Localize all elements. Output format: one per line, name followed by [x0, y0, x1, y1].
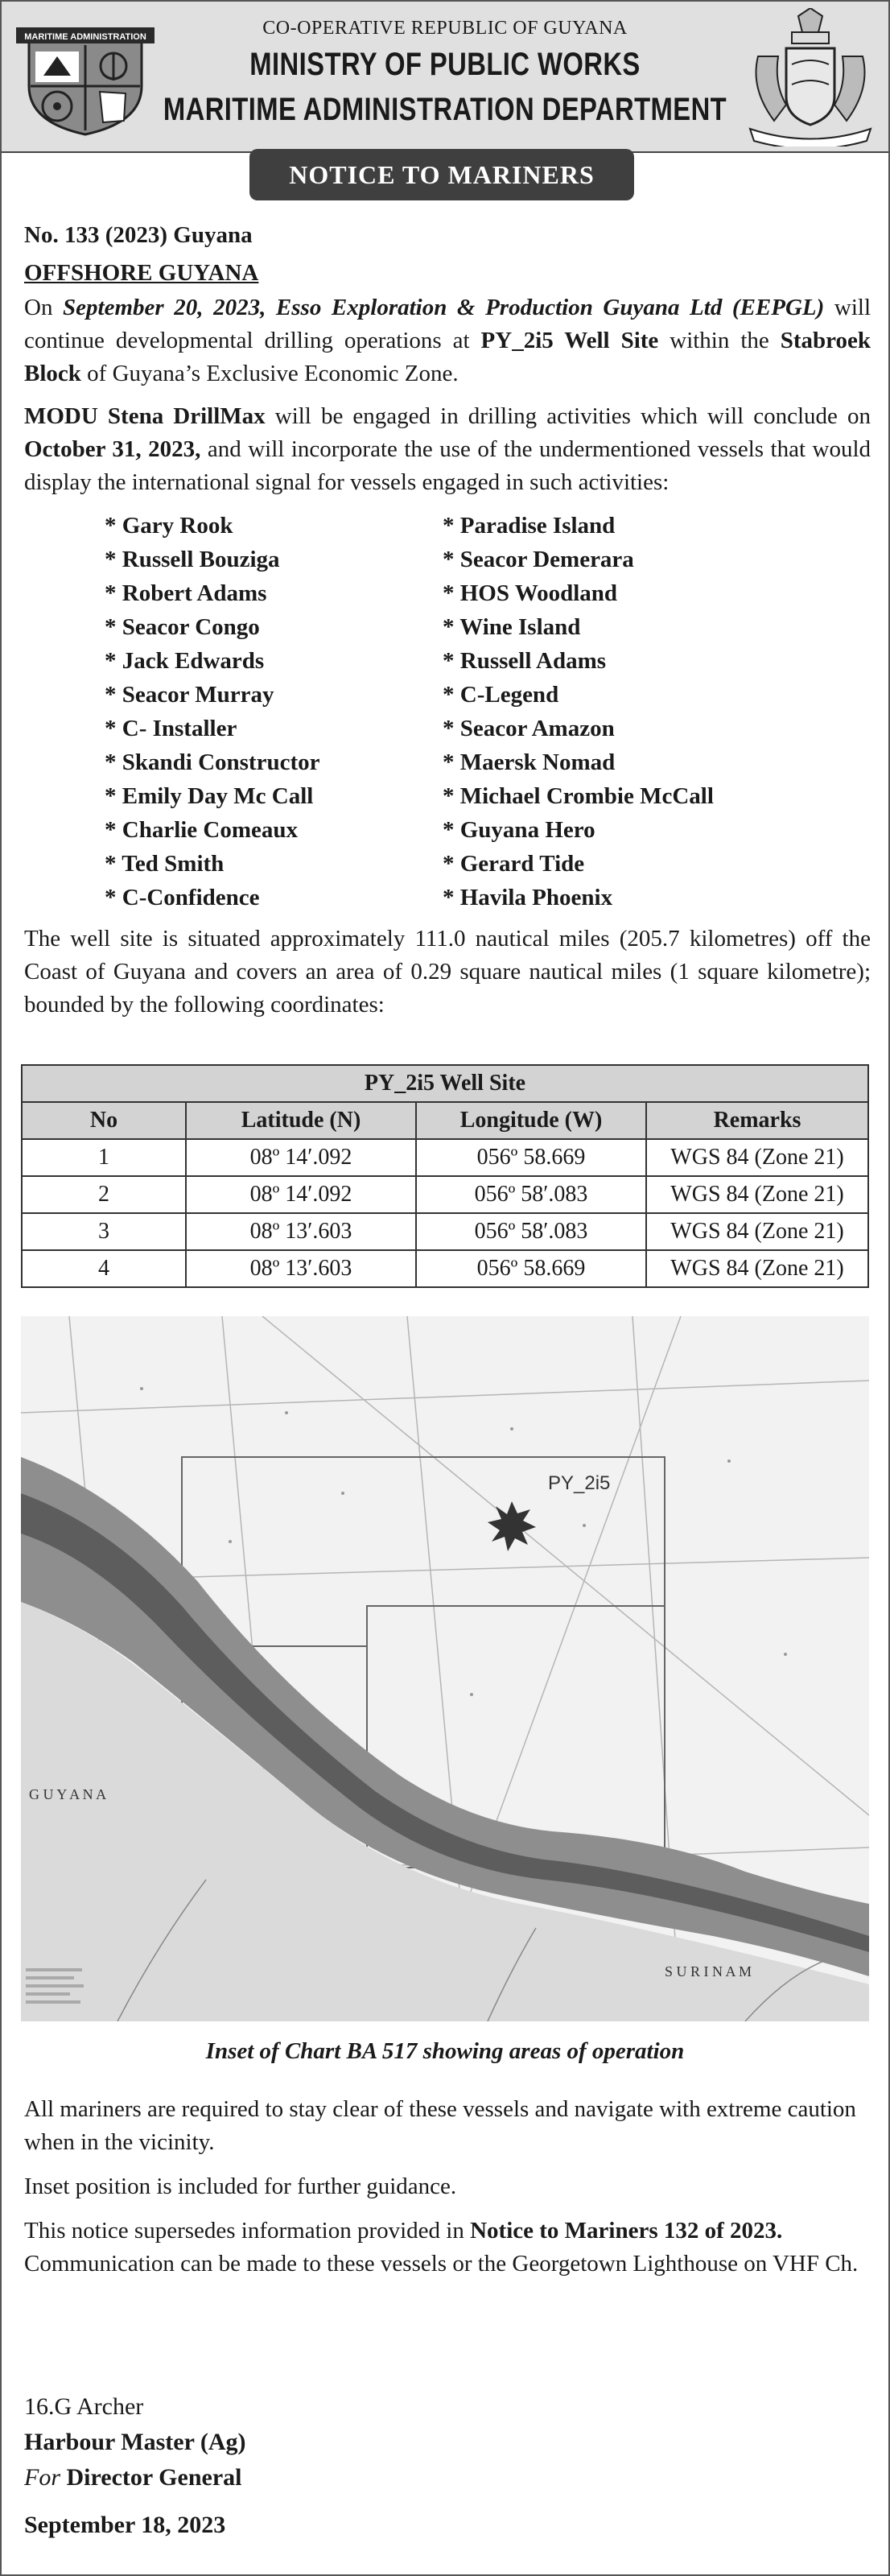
- list-item: * Seacor Demerara: [443, 547, 634, 572]
- chart-inset-map: [21, 1316, 869, 2021]
- table-cell: WGS 84 (Zone 21): [646, 1250, 868, 1287]
- table-cell: WGS 84 (Zone 21): [646, 1213, 868, 1250]
- table-cell: 08º 14′.092: [186, 1176, 416, 1213]
- list-item: * C- Installer: [105, 716, 237, 741]
- list-item: * Robert Adams: [105, 580, 267, 606]
- table-title: PY_2i5 Well Site: [22, 1065, 868, 1102]
- department-title: MARITIME ADMINISTRATION DEPARTMENT: [163, 92, 727, 127]
- guyana-label: G U Y A N A: [29, 1786, 107, 1802]
- table-header-row: [22, 1102, 868, 1139]
- list-item: * Seacor Amazon: [443, 716, 615, 741]
- paragraph-modu: MODU Stena DrillMax will be engaged in drilling activities which will conclude on October 31, 2023, and will incorporate the use of the undermentioned vessels that would display the international signal for vessels engaged in such activities:: [24, 403, 871, 495]
- vessel-column-right: [443, 509, 781, 914]
- vessel-list: [105, 509, 871, 914]
- list-item: * Gary Rook: [105, 513, 233, 539]
- list-item: * C-Confidence: [105, 885, 260, 910]
- table-cell: 056º 58.669: [416, 1250, 646, 1287]
- table-cell: 2: [22, 1176, 186, 1213]
- paragraph-caution: All mariners are required to stay clear of these vessels and navigate with extreme caution when in the vicinity.: [24, 2096, 856, 2155]
- list-item: * Ted Smith: [105, 851, 225, 877]
- table-cell: 056º 58′.083: [416, 1176, 646, 1213]
- list-item: * Wine Island: [443, 614, 581, 640]
- list-item: * Russell Bouziga: [105, 547, 280, 572]
- notice-banner: NOTICE TO MARINERS: [249, 149, 634, 200]
- table-cell: 08º 13′.603: [186, 1250, 416, 1287]
- paragraph-inset: Inset position is included for further guidance.: [24, 2174, 457, 2199]
- table-cell: 1: [22, 1139, 186, 1176]
- republic-title: CO-OPERATIVE REPUBLIC OF GUYANA: [262, 18, 628, 39]
- table-cell: 08º 13′.603: [186, 1213, 416, 1250]
- vessel-column-left: [105, 509, 443, 914]
- list-item: * Havila Phoenix: [443, 885, 613, 910]
- notice-date: September 18, 2023: [24, 2512, 226, 2538]
- list-item: * Seacor Congo: [105, 614, 260, 640]
- signatory-for: For Director General: [24, 2464, 242, 2491]
- list-item: * Jack Edwards: [105, 648, 265, 674]
- list-item: * Charlie Comeaux: [105, 817, 299, 843]
- svg-text:MARITIME ADMINISTRATION: MARITIME ADMINISTRATION: [24, 32, 146, 42]
- list-item: * Maersk Nomad: [443, 749, 616, 775]
- notice-body: [24, 219, 871, 1022]
- area-heading: OFFSHORE GUYANA: [24, 260, 259, 286]
- paragraph-supersedes: This notice supersedes information provided in Notice to Mariners 132 of 2023. Communication can be made to these vessels or the Georgetown Lighthouse on VHF Ch.: [24, 2218, 859, 2277]
- paragraph-operations: On September 20, 2023, Esso Exploration & Production Guyana Ltd (EEPGL) will continue developmental drilling operations at PY_2i5 Well Site within the Stabroek Block of Guyana’s Exclusive Economic Zone.: [24, 295, 871, 386]
- list-item: * Gerard Tide: [443, 851, 585, 877]
- table-row: [22, 1250, 868, 1287]
- signatory-name: 16.G Archer: [24, 2393, 144, 2420]
- signature-block: [24, 2389, 246, 2496]
- list-item: * Guyana Hero: [443, 817, 595, 843]
- paragraph-location: The well site is situated approximately 111.0 nautical miles (205.7 kilometres) off the Coast of Guyana and covers an area of 0.29 square nautical miles (1 square kilometre); bounded by the following coordinates:: [24, 926, 871, 1018]
- surinam-label: S U R I N A M: [665, 1963, 752, 1979]
- table-cell: WGS 84 (Zone 21): [646, 1176, 868, 1213]
- list-item: * Paradise Island: [443, 513, 616, 539]
- header: [2, 2, 888, 153]
- coat-of-arms-icon: [742, 8, 879, 147]
- column-header: No: [22, 1102, 186, 1139]
- table-cell: WGS 84 (Zone 21): [646, 1139, 868, 1176]
- column-header: Longitude (W): [416, 1102, 646, 1139]
- list-item: * Russell Adams: [443, 648, 607, 674]
- well-site-label: PY_2i5: [548, 1472, 611, 1494]
- coordinates-table: [21, 1064, 869, 1288]
- list-item: * Seacor Murray: [105, 682, 274, 708]
- list-item: * C-Legend: [443, 682, 559, 708]
- table-row: [22, 1139, 868, 1176]
- table-cell: 4: [22, 1250, 186, 1287]
- signatory-title: Harbour Master (Ag): [24, 2429, 246, 2455]
- footer-notes: [24, 2093, 871, 2292]
- list-item: * HOS Woodland: [443, 580, 618, 606]
- column-header: Latitude (N): [186, 1102, 416, 1139]
- notice-number: No. 133 (2023) Guyana: [24, 222, 253, 248]
- column-header: Remarks: [646, 1102, 868, 1139]
- list-item: * Skandi Constructor: [105, 749, 320, 775]
- list-item: * Emily Day Mc Call: [105, 783, 314, 809]
- table-cell: 3: [22, 1213, 186, 1250]
- table-cell: 056º 58.669: [416, 1139, 646, 1176]
- table-row: [22, 1176, 868, 1213]
- ministry-title: MINISTRY OF PUBLIC WORKS: [249, 47, 641, 82]
- table-cell: 056º 58′.083: [416, 1213, 646, 1250]
- table-row: [22, 1213, 868, 1250]
- map-caption: Inset of Chart BA 517 showing areas of operation: [205, 2038, 685, 2064]
- table-cell: 08º 14′.092: [186, 1139, 416, 1176]
- list-item: * Michael Crombie McCall: [443, 783, 714, 809]
